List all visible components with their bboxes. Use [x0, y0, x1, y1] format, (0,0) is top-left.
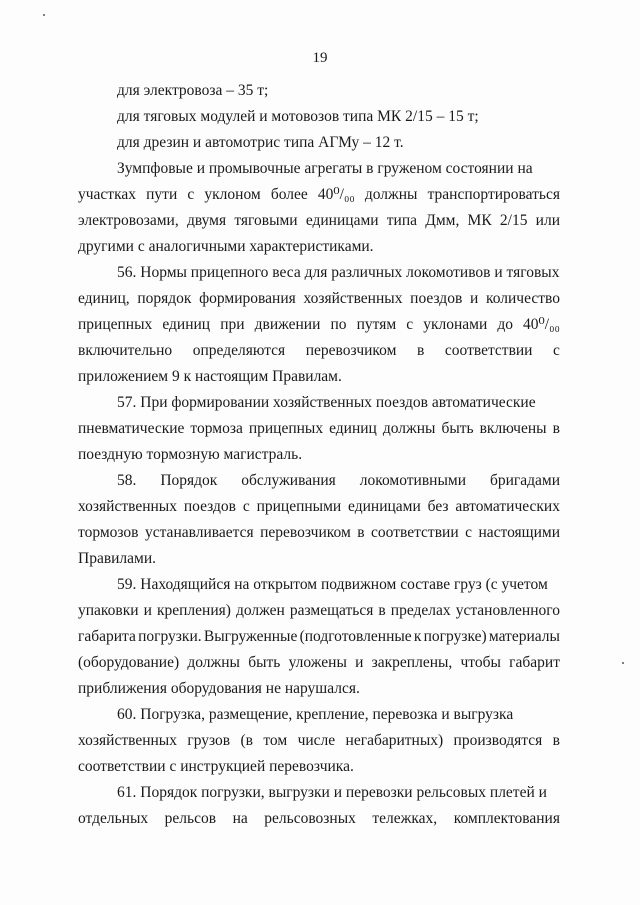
- word: Выгруженные: [203, 628, 298, 645]
- word: и: [355, 654, 364, 671]
- word: отдельных: [78, 810, 149, 827]
- paragraph-58-first-line: [117, 472, 560, 490]
- word: с: [553, 342, 560, 359]
- word: более: [270, 186, 308, 203]
- paragraph-first-line: Зумпфовые и промывочные агрегаты в груженом состоянии на: [117, 160, 533, 177]
- word: 58.: [117, 472, 137, 489]
- text-line: [78, 212, 560, 230]
- word: числе: [297, 732, 336, 749]
- word: с: [465, 524, 472, 541]
- word: Порядок: [160, 472, 218, 489]
- text-line: для дрезин и автомотрис типа АГМу – 12 т.: [117, 134, 404, 151]
- word: путям: [356, 316, 397, 333]
- word: установленного: [455, 602, 560, 619]
- text-line: [78, 654, 560, 672]
- word: негабаритных): [345, 732, 444, 749]
- text-line: поездную тормозную магистраль.: [78, 446, 303, 463]
- word: чтобы: [460, 654, 501, 671]
- word: бригадами: [489, 472, 560, 489]
- word: быть: [248, 654, 281, 671]
- word: перевозчиком: [260, 524, 351, 541]
- word: типа: [386, 212, 418, 229]
- word: транспортироваться: [427, 186, 560, 203]
- text-line: [78, 420, 560, 438]
- word: пневматические: [78, 420, 185, 437]
- word: в: [378, 602, 386, 619]
- scan-speck: [43, 14, 45, 16]
- text-line: [78, 810, 560, 828]
- word: к: [413, 628, 422, 645]
- page-number: 19: [312, 50, 328, 66]
- paragraph-56-first-line: 56. Нормы прицепного веса для различных локомотивов и тяговых: [117, 264, 560, 281]
- word: и: [143, 602, 152, 619]
- word: единицами: [348, 498, 421, 515]
- word: локомотивными: [359, 472, 466, 489]
- text-line: [78, 498, 560, 516]
- word: и: [469, 290, 479, 307]
- word: должны: [364, 186, 418, 203]
- text-line: приближения оборудования не нарушался.: [78, 680, 360, 697]
- text-line: [78, 290, 560, 308]
- word: автоматических: [455, 498, 560, 515]
- word: поездов: [410, 290, 463, 307]
- word: по: [330, 316, 347, 333]
- word: соответствии: [444, 342, 533, 359]
- text-line: [78, 186, 560, 204]
- word: погрузке): [423, 628, 487, 645]
- text-line: соответствии с инструкцией перевозчика.: [78, 758, 354, 775]
- paragraph-61-first-line: 61. Порядок погрузки, выгрузки и перевозки рельсовых плетей и: [117, 784, 547, 801]
- word: в: [357, 524, 365, 541]
- text-line: другими с аналогичными характеристиками.: [78, 238, 374, 255]
- word: (подготовленные: [299, 628, 412, 645]
- word: размещаться: [289, 602, 374, 619]
- word: пути: [146, 186, 178, 203]
- paragraph-60-first-line: 60. Погрузка, размещение, крепление, перевозка и выгрузка: [117, 706, 514, 723]
- word: тормозов: [78, 524, 139, 541]
- text-line: Правилами.: [78, 550, 157, 567]
- word: Дмм,: [425, 212, 460, 229]
- word: с: [242, 498, 250, 515]
- word: упаковки: [78, 602, 139, 619]
- word: единицами: [305, 212, 379, 229]
- word: прицепных: [78, 316, 153, 333]
- word: до: [497, 316, 513, 333]
- word: при: [220, 316, 245, 333]
- word: порядок: [137, 290, 192, 307]
- word: двумя: [186, 212, 227, 229]
- word: хозяйственных: [78, 498, 177, 515]
- word: участках: [78, 186, 137, 203]
- word: прицепными: [256, 498, 342, 515]
- word: уклоном: [204, 186, 261, 203]
- word: производятся: [453, 732, 543, 749]
- paragraph-57-first-line: 57. При формировании хозяйственных поездов автоматические: [117, 394, 536, 411]
- word: хозяйственных: [303, 290, 403, 307]
- text-line: для тяговых модулей и мотовозов типа МК 2/15 – 15 т;: [117, 108, 479, 125]
- word: погрузки.: [138, 628, 202, 645]
- word: электровозами,: [78, 212, 179, 229]
- word: должны: [187, 654, 240, 671]
- word: тяговыми: [234, 212, 298, 229]
- word: единиц,: [78, 290, 130, 307]
- word: габарита: [78, 628, 136, 645]
- word: формирования: [199, 290, 296, 307]
- word: материалы: [488, 628, 560, 645]
- word: грузов: [187, 732, 231, 749]
- word: количество: [485, 290, 560, 307]
- text-line: [78, 602, 560, 620]
- text-line: [78, 342, 560, 360]
- word: включены: [479, 420, 547, 437]
- word: уклонами: [423, 316, 488, 333]
- word: перевозчиком: [305, 342, 397, 359]
- word: хозяйственных: [78, 732, 177, 749]
- text-line: [78, 732, 560, 750]
- word: с: [406, 316, 414, 333]
- word: быть: [441, 420, 474, 437]
- word: габарит: [509, 654, 560, 671]
- word: крепления): [156, 602, 231, 619]
- word: уложены: [288, 654, 347, 671]
- word: соответствии: [371, 524, 459, 541]
- word: том: [263, 732, 288, 749]
- word: единиц: [162, 316, 211, 333]
- word: (в: [240, 732, 253, 749]
- word: определяются: [192, 342, 286, 359]
- word: или: [535, 212, 560, 229]
- word: в: [552, 732, 560, 749]
- word: пределах: [390, 602, 451, 619]
- word: в: [417, 342, 425, 359]
- word: закреплены,: [371, 654, 453, 671]
- word: (оборудование): [78, 654, 180, 671]
- text-line: для электровоза – 35 т;: [117, 82, 269, 99]
- word: должны: [382, 420, 436, 437]
- word: без: [427, 498, 449, 515]
- scan-speck: [622, 662, 624, 664]
- word: 40⁰/₀₀: [523, 316, 560, 333]
- word: единиц: [329, 420, 377, 437]
- word: прицепных: [248, 420, 324, 437]
- word: тележках,: [372, 810, 438, 827]
- text-line: приложением 9 к настоящим Правилам.: [78, 368, 342, 385]
- word: на: [232, 810, 248, 827]
- word: обслуживания: [241, 472, 336, 489]
- word: в: [552, 420, 560, 437]
- word: тормоза: [190, 420, 243, 437]
- word: рельсовозных: [264, 810, 356, 827]
- text-line: [78, 524, 560, 542]
- paragraph-59-first-line: 59. Находящийся на открытом подвижном составе груз (с учетом: [117, 576, 548, 593]
- word: должен: [235, 602, 285, 619]
- word: движении: [254, 316, 321, 333]
- word: 40⁰/₀₀: [317, 186, 355, 203]
- text-line: [78, 316, 560, 334]
- word: 2/15: [499, 212, 528, 229]
- word: МК: [467, 212, 492, 229]
- word: настоящими: [478, 524, 560, 541]
- word: комплектования: [453, 810, 560, 827]
- text-line: [78, 628, 560, 646]
- word: устанавливается: [144, 524, 254, 541]
- word: поездов: [183, 498, 236, 515]
- word: включительно: [78, 342, 173, 359]
- word: с: [187, 186, 195, 203]
- word: рельсов: [164, 810, 217, 827]
